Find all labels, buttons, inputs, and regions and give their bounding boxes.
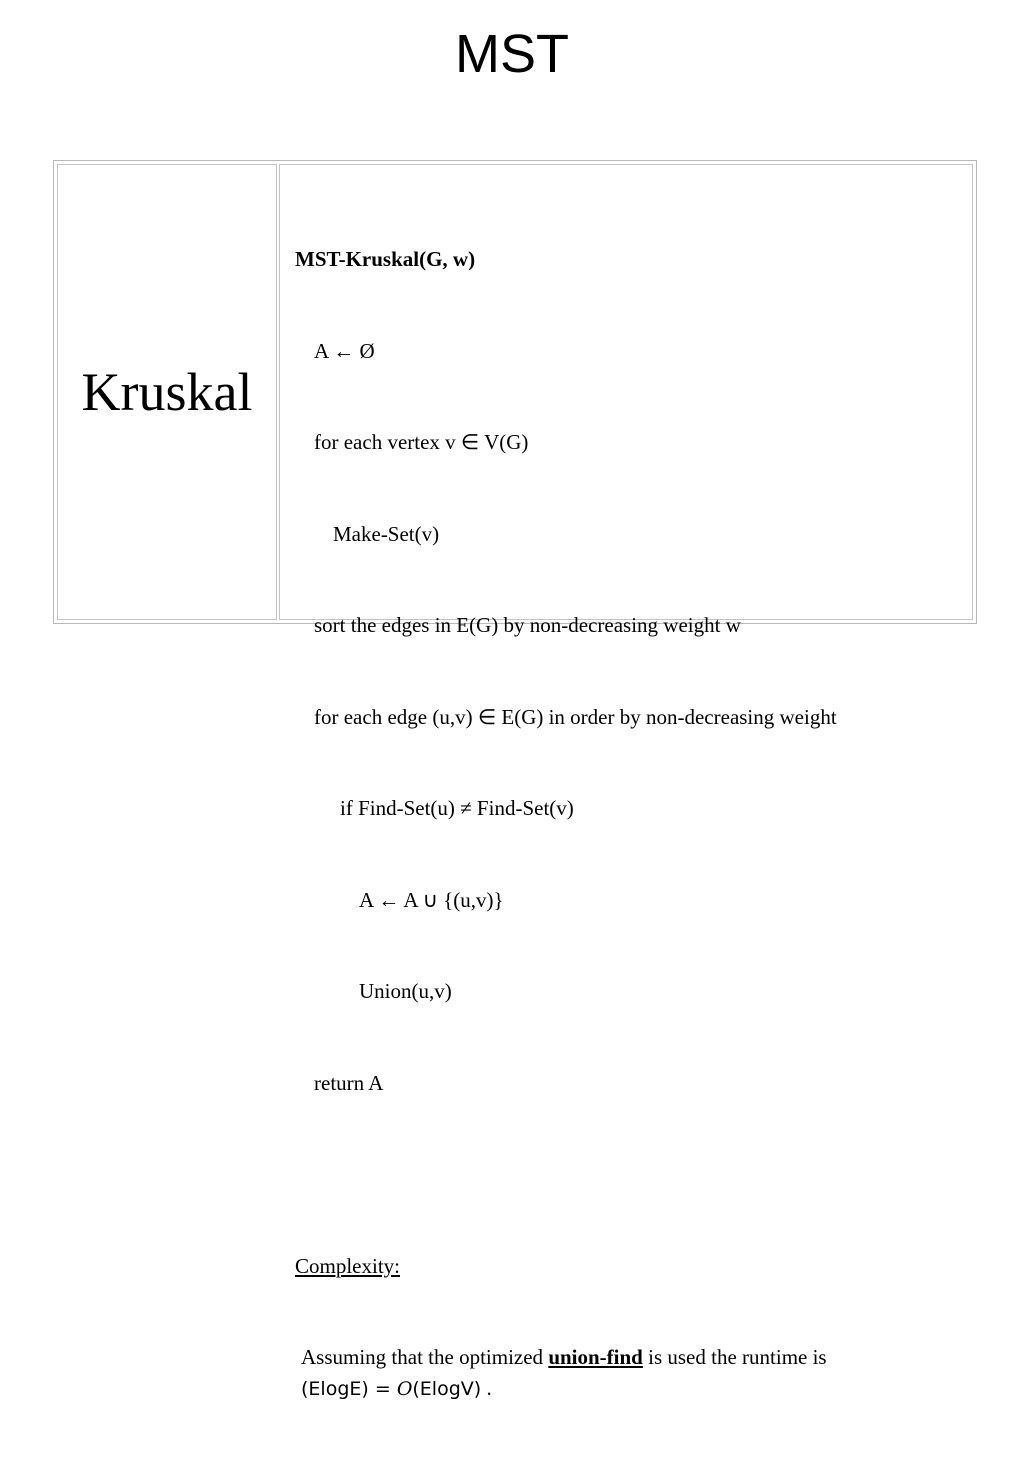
complexity-paragraph xyxy=(295,1342,961,1404)
pseudocode-block xyxy=(295,183,961,1465)
pseudocode-line: A ← A ∪ {(u,v)} xyxy=(359,887,504,912)
pseudocode-line: for each vertex v ∈ V(G) xyxy=(314,430,529,454)
formula-open: (ElogE) = xyxy=(301,1377,397,1400)
pseudocode-line: Union(u,v) xyxy=(359,979,452,1003)
algorithm-table xyxy=(53,160,977,1400)
slide-title: MST xyxy=(455,24,569,84)
pseudocode-heading: MST-Kruskal(G, w) xyxy=(295,247,476,271)
union-find-term: union-find xyxy=(548,1345,643,1369)
algorithm-name-cell xyxy=(57,164,277,620)
pseudocode-cell xyxy=(279,164,973,1400)
complexity-text-before: Assuming that the optimized xyxy=(301,1345,549,1369)
pseudocode-line: if Find-Set(u) ≠ Find-Set(v) xyxy=(340,796,574,820)
pseudocode-line: for each edge (u,v) ∈ E(G) in order by non-decreasing weight xyxy=(314,704,837,729)
formula-period: . xyxy=(481,1375,492,1400)
algorithm-name-label: Kruskal xyxy=(81,362,253,422)
pseudocode-line: return A xyxy=(314,1070,384,1095)
formula-big-o: O xyxy=(396,1377,413,1400)
complexity-label: Complexity: xyxy=(295,1253,400,1278)
complexity-text-after: is used the runtime is xyxy=(642,1345,827,1369)
pseudocode-line: A ← Ø xyxy=(314,338,375,363)
formula-rest: (ElogV) xyxy=(412,1377,482,1400)
pseudocode-line: Make-Set(v) xyxy=(333,521,440,546)
spacer xyxy=(295,1159,961,1190)
pseudocode-line: sort the edges in E(G) by non-decreasing weight w xyxy=(314,613,741,637)
